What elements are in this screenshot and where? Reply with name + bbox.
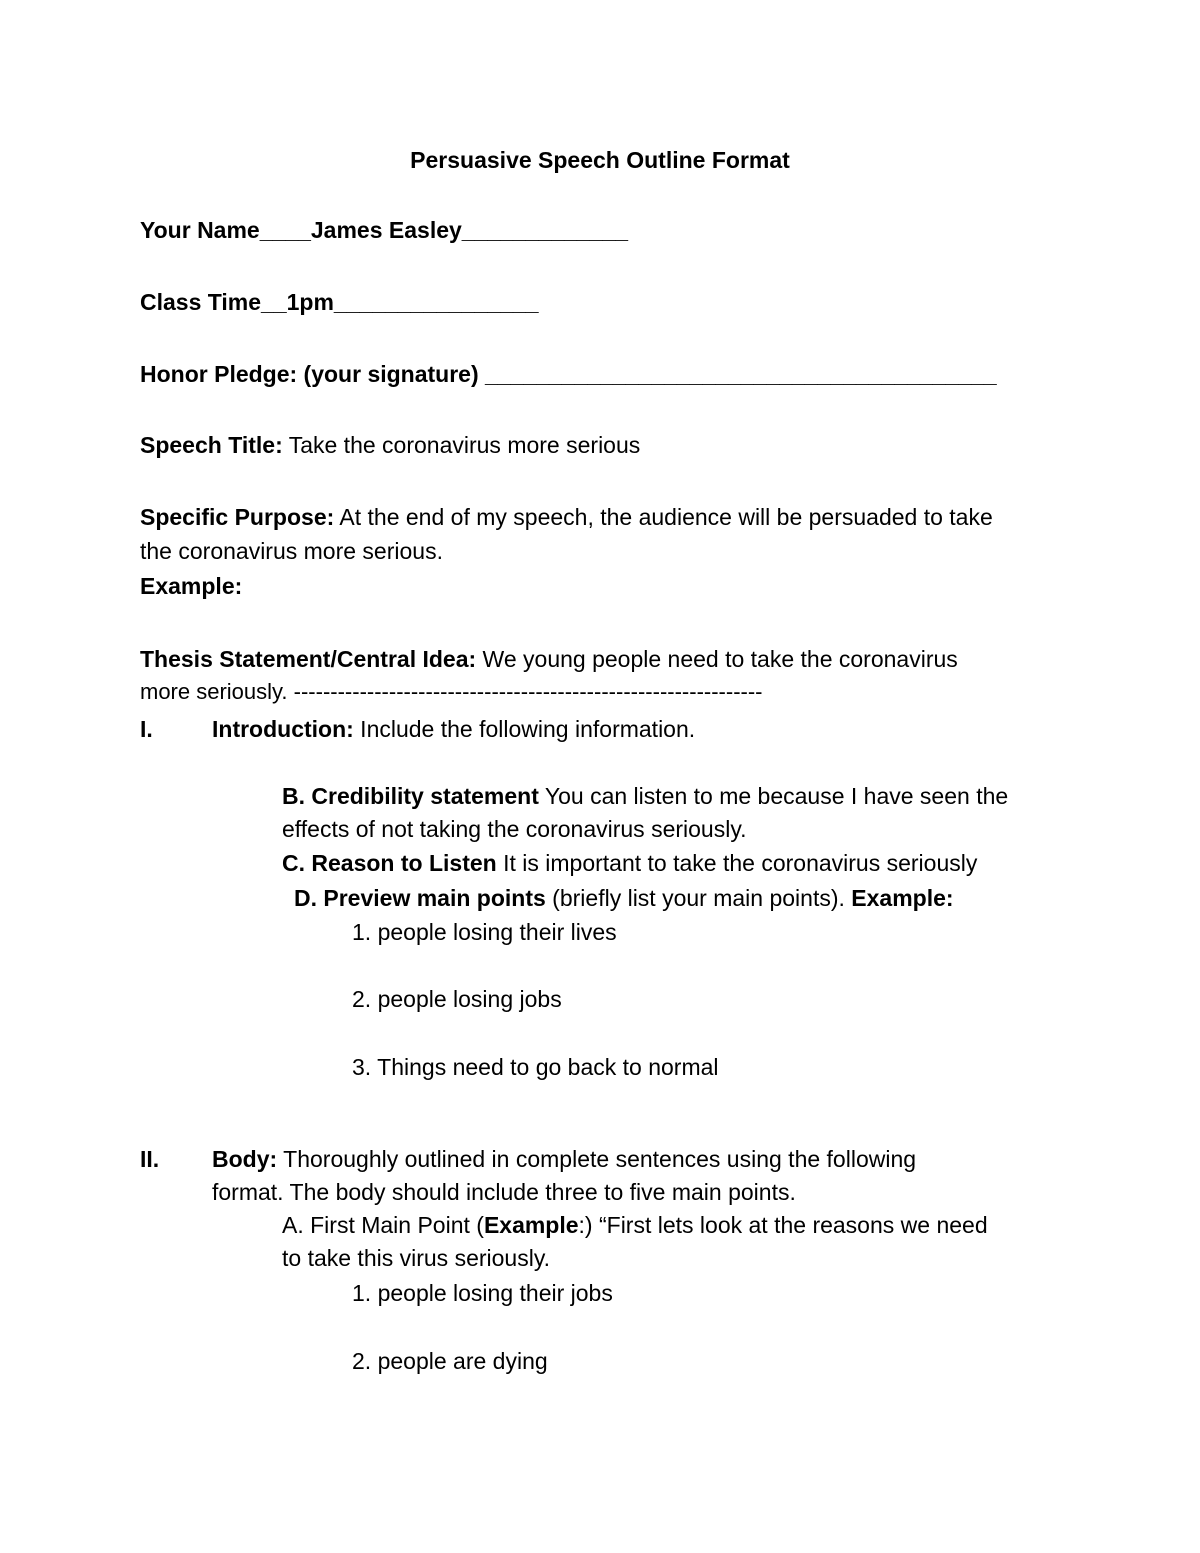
class-time-value: 1pm (286, 289, 334, 315)
first-point-suffix: :) “First lets look at the reasons we need (578, 1212, 988, 1238)
example-label: Example: (140, 573, 243, 599)
thesis-line2: more seriously. ---------------------------------------------------------------- (140, 679, 763, 704)
preview-example: Example (851, 885, 946, 911)
name-field (140, 213, 628, 247)
body-point-1: 1. people losing their jobs (352, 1280, 613, 1306)
preview-text: (briefly list your main points). (545, 885, 852, 911)
body-label: Body: (212, 1146, 278, 1172)
body-numeral: II. (140, 1146, 160, 1172)
first-point-line2: to take this virus seriously. (282, 1245, 551, 1271)
specific-purpose-line1: At the end of my speech, the audience will be persuaded to take (334, 504, 993, 530)
credibility-line1: You can listen to me because I have seen the (538, 783, 1009, 809)
intro-point-3: 3. Things need to go back to normal (352, 1054, 719, 1080)
document-title: Persuasive Speech Outline Format (410, 147, 790, 173)
class-time-field (140, 285, 539, 319)
preview-label: D. Preview main points (294, 885, 546, 911)
credibility-line2: effects of not taking the coronavirus seriously. (282, 816, 747, 842)
preview-colon: : (945, 885, 954, 911)
intro-text: Include the following information. (353, 716, 696, 742)
intro-point-2: 2. people losing jobs (352, 986, 562, 1012)
thesis-line1: We young people need to take the coronavirus (476, 646, 958, 672)
reason-row (282, 846, 977, 880)
class-time-pre-blank: __ (261, 289, 287, 315)
first-point-prefix: A. First Main Point ( (282, 1212, 484, 1238)
specific-purpose-label: Specific Purpose: (140, 504, 335, 530)
specific-purpose-line2: the coronavirus more serious. (140, 538, 443, 564)
specific-purpose-row (140, 500, 993, 534)
speech-title-value: Take the coronavirus more serious (282, 432, 641, 458)
name-post-blank: _____________ (461, 217, 629, 243)
intro-numeral: I. (140, 716, 153, 742)
speech-title-row (140, 428, 640, 462)
body-line2: format. The body should include three to five main points. (212, 1179, 796, 1205)
name-value: James Easley (310, 217, 462, 243)
intro-heading (212, 712, 695, 746)
reason-text: It is important to take the coronavirus seriously (496, 850, 978, 876)
name-label: Your Name (140, 217, 260, 243)
thesis-label: Thesis Statement/Central Idea: (140, 646, 477, 672)
thesis-row (140, 642, 958, 676)
speech-title-label: Speech Title: (140, 432, 283, 458)
intro-point-1: 1. people losing their lives (352, 919, 617, 945)
class-time-label: Class Time (140, 289, 262, 315)
reason-label: C. Reason to Listen (282, 850, 497, 876)
credibility-row (282, 779, 1008, 813)
intro-label: Introduction: (212, 716, 354, 742)
body-point-2: 2. people are dying (352, 1348, 548, 1374)
body-line1: Thoroughly outlined in complete sentences using the following (277, 1146, 917, 1172)
honor-pledge-label: Honor Pledge: (your signature) (140, 361, 486, 387)
body-heading (212, 1142, 916, 1176)
preview-row (294, 881, 954, 915)
honor-pledge-blank: ________________________________________ (485, 361, 997, 387)
name-pre-blank: ____ (259, 217, 311, 243)
first-main-point-row (282, 1208, 988, 1242)
first-point-example: Example (483, 1212, 579, 1238)
honor-pledge-field (140, 357, 997, 391)
credibility-label: B. Credibility statement (282, 783, 539, 809)
class-time-post-blank: ________________ (333, 289, 539, 315)
